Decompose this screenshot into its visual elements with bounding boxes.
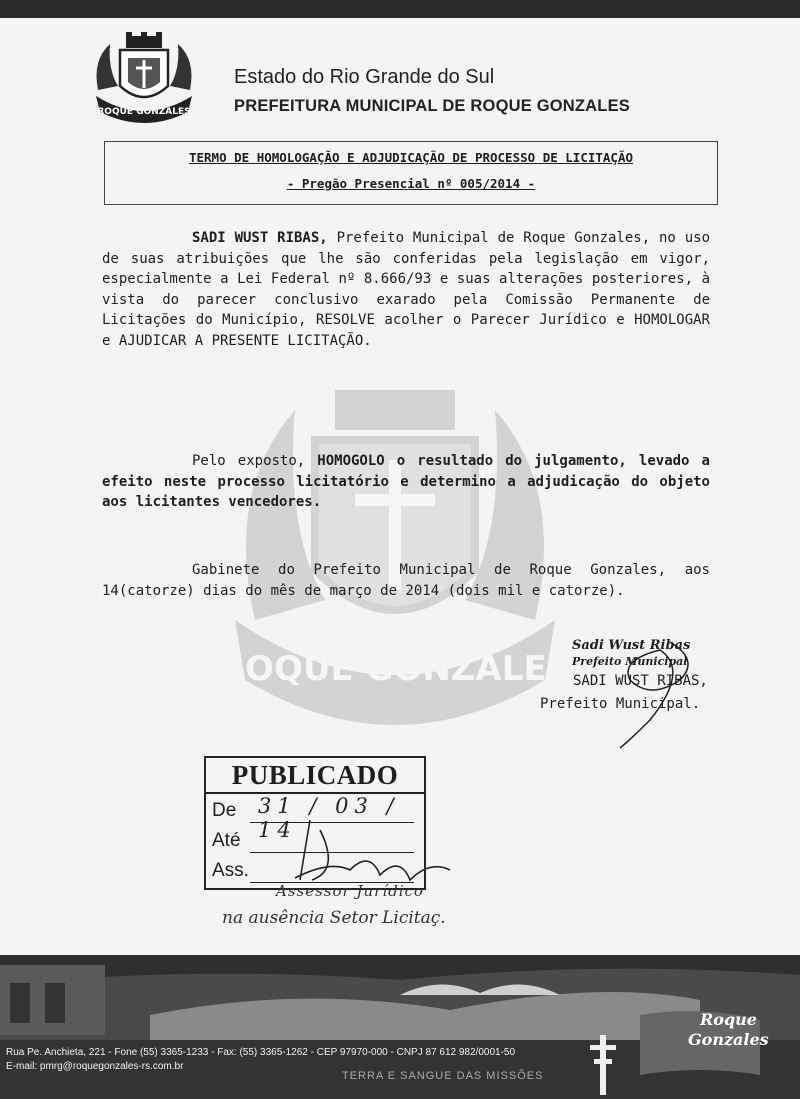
crest-text: ROQUE GONZALES [97,107,191,117]
stamp-ass-label: Ass. [212,860,249,881]
coat-of-arms-icon [88,30,200,126]
stamp-de-value: 31 / 03 / 14 [258,794,400,842]
mayor-name-bold: SADI WUST RIBAS, [192,230,328,246]
paragraph-homologation-lead: Pelo exposto, [192,453,318,469]
paragraph-homologation [102,451,710,513]
document-subtitle: - Pregão Presencial nº 005/2014 - [286,176,536,191]
paragraph-date-text: Gabinete do Prefeito Municipal de Roque Gonzales, aos 14(catorze) dias do mês de março de 2014 (dois mil e catorze). [102,562,710,599]
paragraph-resolution-text: Prefeito Municipal de Roque Gonzales, no uso de suas atribuições que lhe são conferidas pela legislação em vigor, especialmente a Lei Federal nº 8.666/93 e suas alterações posteriores, à vista do parecer conclusivo exarado pela Comissão Permanente de Licitações do Município, RESOLVE acolher o Parecer Jurídico e HOMOLOGAR e AJUDICAR A PRESENTE LICITAÇÃO. [102,230,711,349]
top-dark-border [0,0,800,18]
prefecture-name: PREFEITURA MUNICIPAL DE ROQUE GONZALES [234,97,630,115]
signature-stamp-name: Sadi Wust Ribas [572,638,691,653]
signer-role: Prefeito Municipal. [540,696,701,712]
footer-email: E-mail: pmrg@roquegonzales-rs.com.br [6,1061,184,1072]
footer-logo-line2: Gonzales [688,1030,769,1049]
stamp-title: PUBLICADO [206,760,424,794]
signature-stamp-role: Prefeito Municipal [572,655,688,668]
state-name: Estado do Rio Grande do Sul [234,66,495,88]
handwritten-note-2: na ausência Setor Licitaç. [222,908,446,928]
footer-address: Rua Pe. Anchieta, 221 - Fone (55) 3365-1233 - Fax: (55) 3365-1262 - CEP 97970-000 - CNPJ 87 612 982/0001-50 [6,1047,516,1058]
footer-slogan: TERRA E SANGUE DAS MISSÕES [342,1070,544,1082]
document-title-box [104,141,718,205]
signer-name: SADI WUST RIBAS, [573,673,708,689]
watermark-text: ROQUE GONZALES [218,649,572,689]
handwritten-note-1: Assessor Jurídico [276,882,424,900]
paragraph-date [102,560,710,601]
paragraph-resolution [102,228,710,351]
stamp-ate-label: Até [212,830,241,851]
document-title: TERMO DE HOMOLOGAÇÃO E ADJUDICAÇÃO DE PROCESSO DE LICITAÇÃO [188,150,633,165]
footer-logo-line1: Roque [700,1010,757,1029]
stamp-de-label: De [212,800,237,821]
paragraph-homologation-text: HOMOGOLO o resultado do julgamento, levado a efeito neste processo licitatório e determino a adjudicação do objeto aos licitantes vencedores. [102,453,710,510]
